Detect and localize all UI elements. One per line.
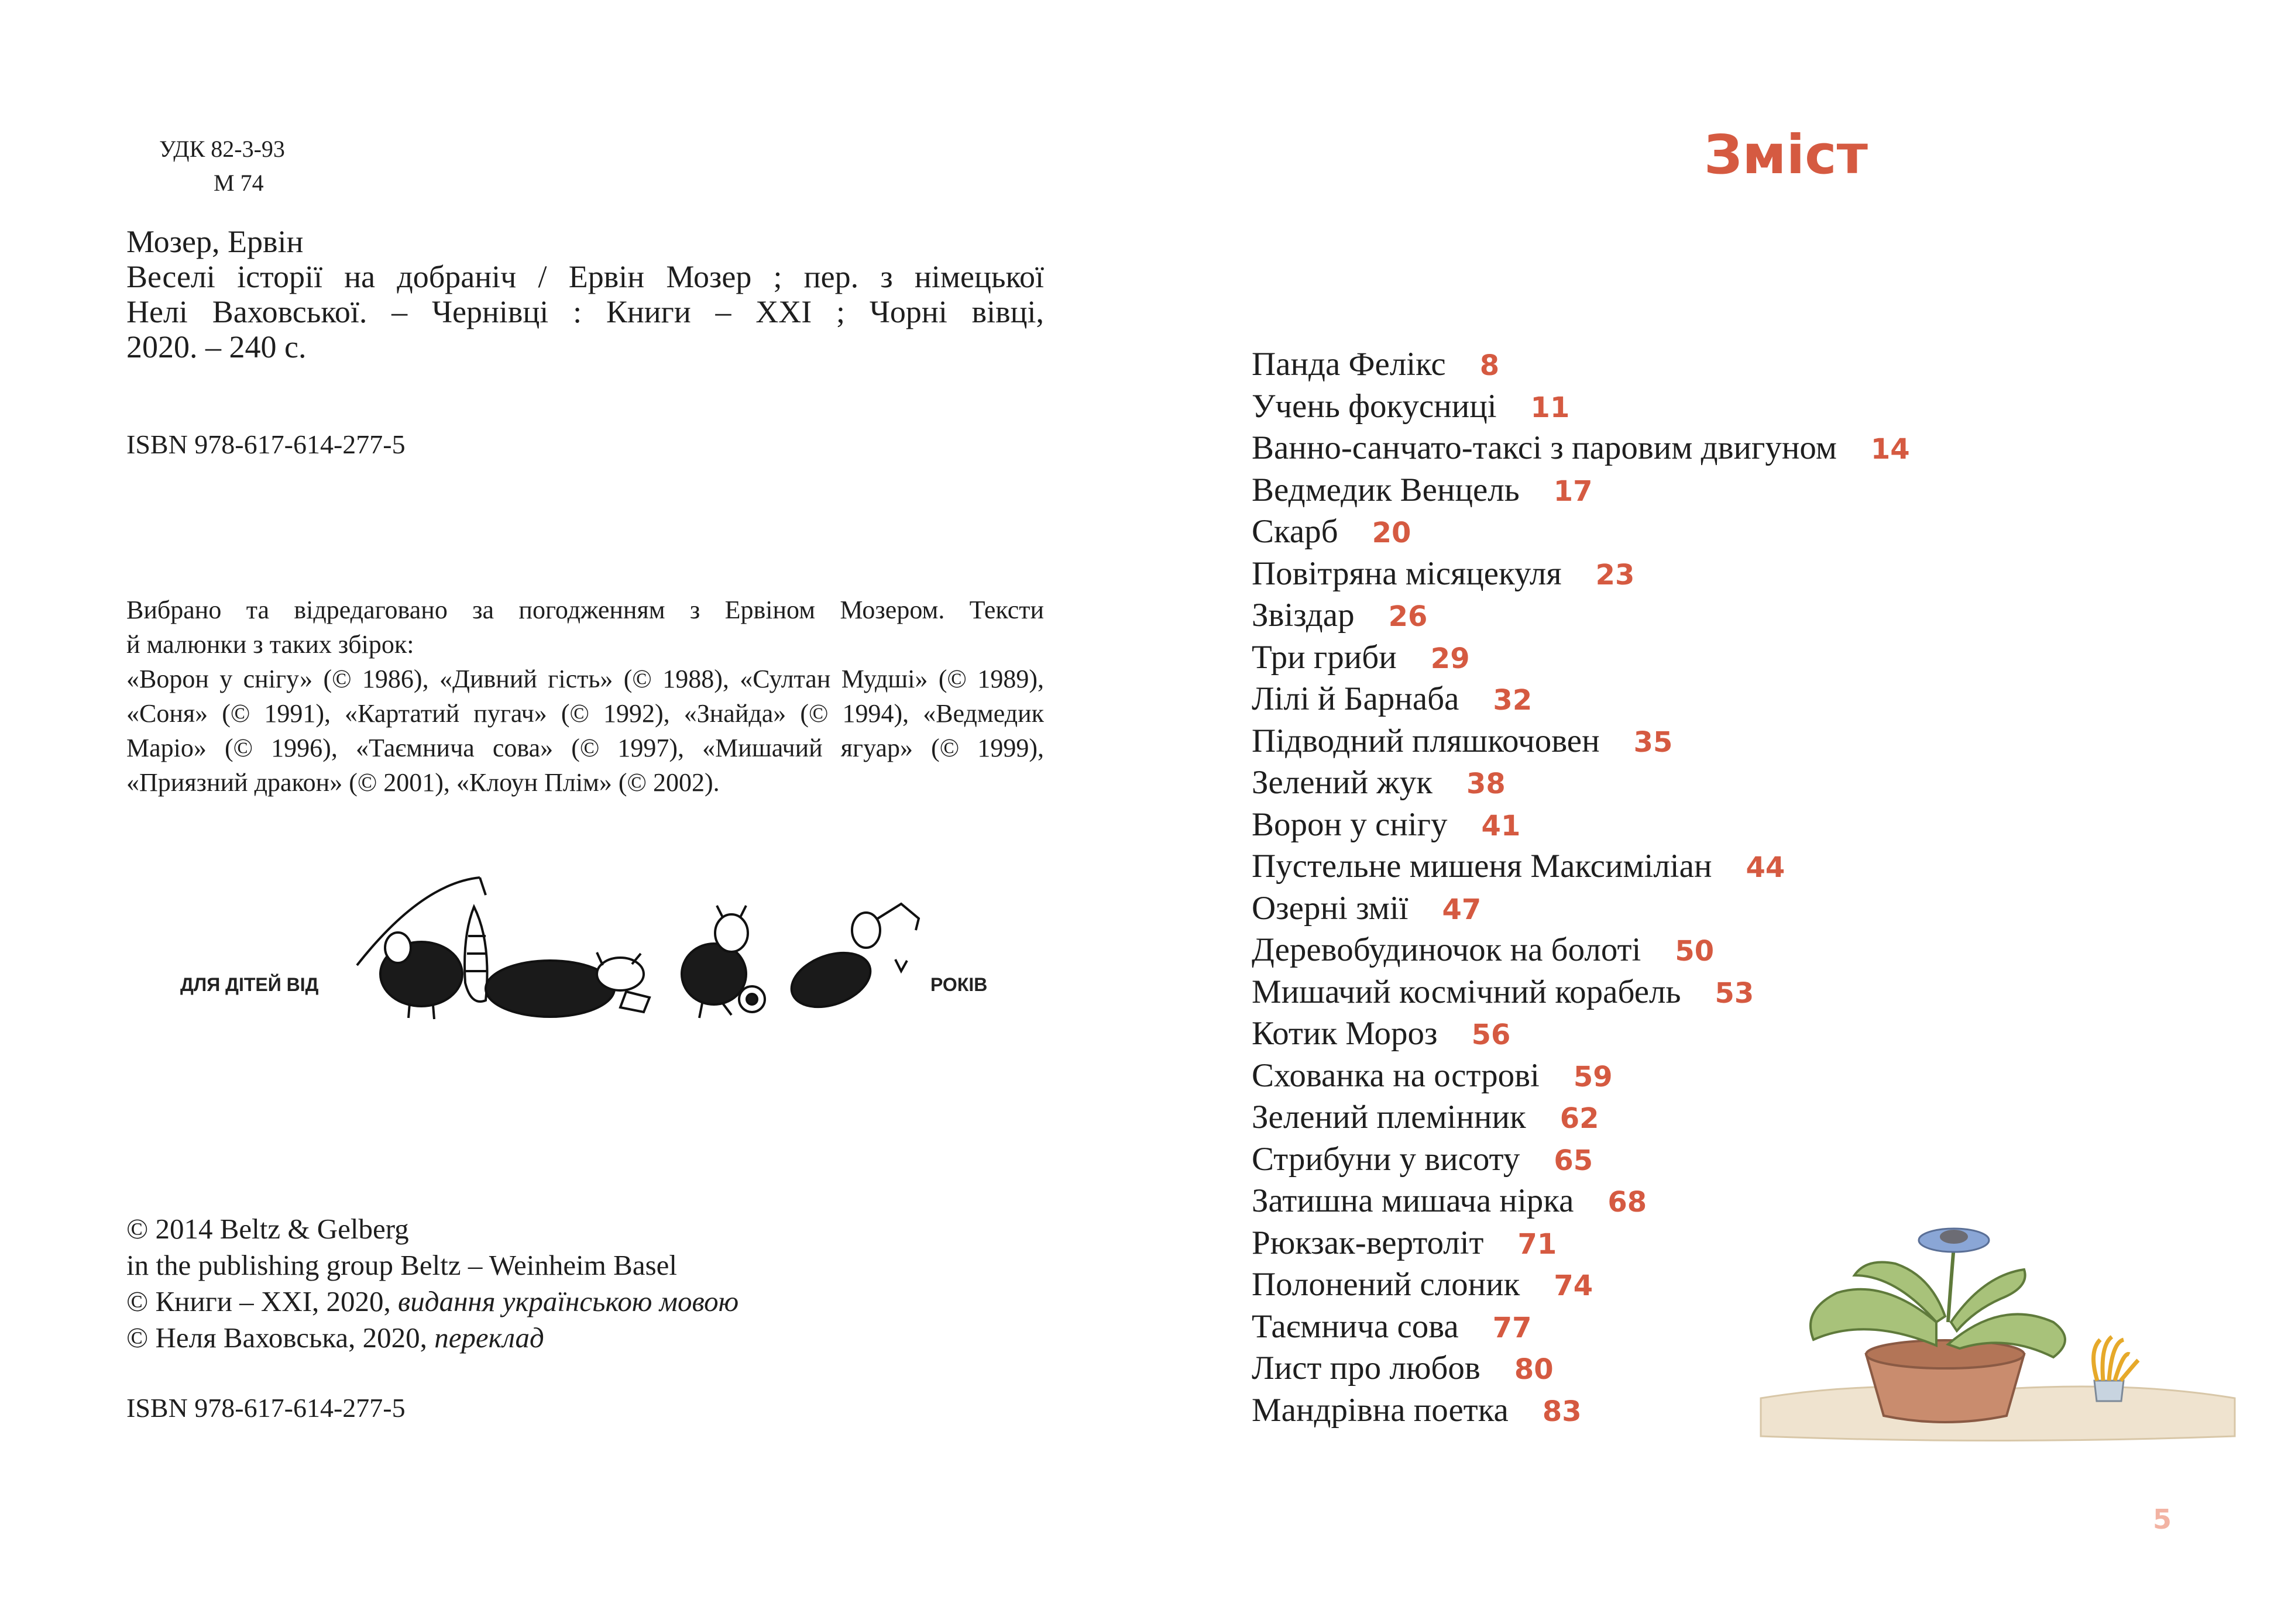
note-line: «Соня» (© 1991), «Картатий пугач» (© 1992), «Знайда» (© 1994), «Ведмедик [126, 699, 1044, 728]
toc-entry[interactable] [1252, 386, 1910, 428]
toc-entry-page: 80 [1514, 1353, 1554, 1386]
toc-entry-page: 35 [1633, 725, 1673, 759]
toc-entry-title: Озерні змії [1252, 889, 1409, 927]
toc-entry-title: Котик Мороз [1252, 1015, 1438, 1052]
toc-entry-page: 32 [1493, 684, 1533, 717]
copyright-line: in the publishing group Beltz – Weinheim Basel [126, 1249, 678, 1281]
toc-entry-page: 83 [1542, 1395, 1582, 1428]
toc-entry[interactable] [1252, 343, 1910, 386]
flower-icon [1919, 1229, 1989, 1252]
toc-entry-title: Повітряна місяцекуля [1252, 555, 1562, 592]
toc-entry-page: 74 [1554, 1269, 1593, 1302]
note-line: Вибрано та відредаговано за погодженням з Ервіном Мозером. Тексти [126, 596, 1044, 624]
toc-entry[interactable] [1252, 511, 1910, 553]
age-prefix-text: ДЛЯ ДІТЕЙ ВІД [180, 974, 319, 995]
toc-entry[interactable] [1252, 1096, 1910, 1138]
note-line: Маріо» (© 1996), «Таємнича сова» (© 1997), «Мишачий ягуар» (© 1999), [126, 734, 1044, 762]
page-title: Зміст [1704, 123, 1868, 186]
copyright-line [126, 1320, 738, 1356]
toc-entry-title: Пустельне мишеня Максиміліан [1252, 848, 1712, 885]
toc-entry-page: 38 [1466, 768, 1506, 800]
copyright-publisher: © Книги – ХХІ, 2020, [126, 1285, 391, 1317]
copyright-block [126, 1211, 738, 1356]
biblio-line: Веселі історії на добраніч / Ервін Мозер ; пер. з німецької [126, 259, 1044, 294]
toc-entry-title: Скарб [1252, 513, 1338, 550]
sheep-icon [784, 904, 919, 1017]
toc-entry[interactable] [1252, 469, 1910, 511]
toc-entry-page: 26 [1388, 600, 1428, 633]
page-number: 5 [2153, 1503, 2172, 1535]
toc-entry-title: Ванно-санчато-таксі з паровим двигуном [1252, 429, 1837, 466]
toc-entry-page: 53 [1715, 976, 1754, 1010]
copyright-publisher-note: видання українською мовою [398, 1285, 739, 1317]
toc-entry-page: 11 [1530, 391, 1570, 424]
isbn-bottom: ISBN 978-617-614-277-5 [126, 1393, 406, 1423]
toc-entry[interactable] [1252, 804, 1910, 846]
toc-entry[interactable] [1252, 887, 1910, 930]
toc-entry-title: Лілі й Барнаба [1252, 680, 1459, 717]
toc-entry-title: Ворон у снігу [1252, 806, 1448, 843]
toc-entry-title: Стрибуни у висоту [1252, 1140, 1520, 1178]
biblio-line: Нелі Ваховської. – Чернівці : Книги – ХХІ ; Чорні вівці, [126, 294, 1044, 329]
sheep-icon [357, 878, 487, 1019]
toc-entry-title: Затишна мишача нірка [1252, 1182, 1574, 1219]
toc-entry-title: Зелений племінник [1252, 1099, 1526, 1136]
toc-entry[interactable] [1252, 762, 1910, 804]
udk-block [159, 132, 285, 200]
toc-entry[interactable] [1252, 427, 1910, 469]
toc-entry[interactable] [1252, 636, 1910, 679]
bibliographic-record [126, 224, 1044, 364]
toc-entry[interactable] [1252, 720, 1910, 762]
toc-entry-page: 62 [1559, 1102, 1599, 1135]
biblio-line: 2020. – 240 с. [126, 329, 307, 364]
toc-entry[interactable] [1252, 1055, 1910, 1097]
toc-entry-page: 56 [1471, 1019, 1511, 1051]
toc-entry-page: 29 [1430, 642, 1470, 675]
toc-entry-title: Схованка на острові [1252, 1057, 1540, 1094]
toc-entry-title: Полонений слоник [1252, 1266, 1520, 1303]
udk-code: УДК 82-3-93 [159, 136, 285, 162]
copyright-translator-note: переклад [434, 1322, 544, 1354]
toc-entry-title: Мишачий космічний корабель [1252, 973, 1681, 1010]
toc-entry-page: 17 [1553, 474, 1593, 508]
copyright-line: © 2014 Beltz & Gelberg [126, 1213, 409, 1245]
age-banner-illustration [176, 872, 995, 1024]
note-line: й малюнки з таких збірок: [126, 630, 414, 659]
isbn-top: ISBN 978-617-614-277-5 [126, 429, 406, 459]
copyright-line [126, 1284, 738, 1320]
toc-entry[interactable] [1252, 971, 1910, 1013]
copyright-translator: © Неля Ваховська, 2020, [126, 1322, 427, 1354]
contents-page [1140, 0, 2281, 1624]
note-line: «Ворон у снігу» (© 1986), «Дивний гість» (© 1988), «Султан Мудші» (© 1989), [126, 665, 1044, 693]
toc-entry[interactable] [1252, 1138, 1910, 1181]
toc-entry[interactable] [1252, 594, 1910, 636]
toc-entry-page: 59 [1573, 1060, 1613, 1093]
toc-entry-title: Таємнича сова [1252, 1308, 1459, 1345]
toc-entry-title: Зелений жук [1252, 764, 1433, 801]
toc-entry-title: Мандрівна поетка [1252, 1391, 1509, 1429]
sheep-icon [486, 952, 650, 1017]
toc-entry-title: Учень фокусниці [1252, 387, 1497, 425]
imprint-page [0, 0, 1140, 1624]
note-line: «Приязний дракон» (© 2001), «Клоун Плім» (© 2002). [126, 768, 720, 797]
toc-entry-page: 77 [1492, 1311, 1532, 1344]
biblio-line: Мозер, Ервін [126, 224, 304, 259]
toc-entry[interactable] [1252, 553, 1910, 595]
toc-entry-page: 14 [1870, 433, 1910, 466]
toc-entry-page: 68 [1607, 1186, 1647, 1219]
sheep-icon [682, 906, 765, 1018]
toc-entry-title: Рюкзак-вертоліт [1252, 1224, 1484, 1261]
toc-entry-title: Підводний пляшкочовен [1252, 722, 1600, 759]
toc-entry-title: Панда Фелікс [1252, 346, 1446, 383]
toc-entry-title: Деревобудиночок на болоті [1252, 931, 1641, 968]
flower-pot-icon [1866, 1340, 2024, 1422]
toc-entry-page: 44 [1746, 851, 1785, 884]
toc-entry-page: 50 [1675, 935, 1715, 968]
plant-illustration [1749, 1205, 2241, 1451]
toc-entry-title: Звіздар [1252, 597, 1355, 634]
toc-entry-title: Лист про любов [1252, 1350, 1480, 1386]
toc-entry[interactable] [1252, 929, 1910, 971]
toc-entry-page: 8 [1479, 349, 1500, 382]
toc-entry[interactable] [1252, 1013, 1910, 1055]
age-suffix-text: РОКІВ [930, 974, 988, 995]
toc-entry-page: 41 [1481, 809, 1521, 842]
toc-entry-page: 47 [1442, 893, 1482, 926]
author-mark: М 74 [214, 170, 264, 196]
toc-entry[interactable] [1252, 678, 1910, 720]
toc-entry-title: Ведмедик Венцель [1252, 471, 1520, 508]
toc-entry-title: Три гриби [1252, 638, 1397, 676]
toc-entry[interactable] [1252, 845, 1910, 887]
toc-entry-page: 71 [1517, 1227, 1557, 1261]
toc-entry-page: 20 [1372, 517, 1411, 549]
selection-note [126, 593, 1044, 800]
toc-entry-page: 23 [1595, 558, 1635, 591]
toc-entry-page: 65 [1554, 1144, 1593, 1177]
